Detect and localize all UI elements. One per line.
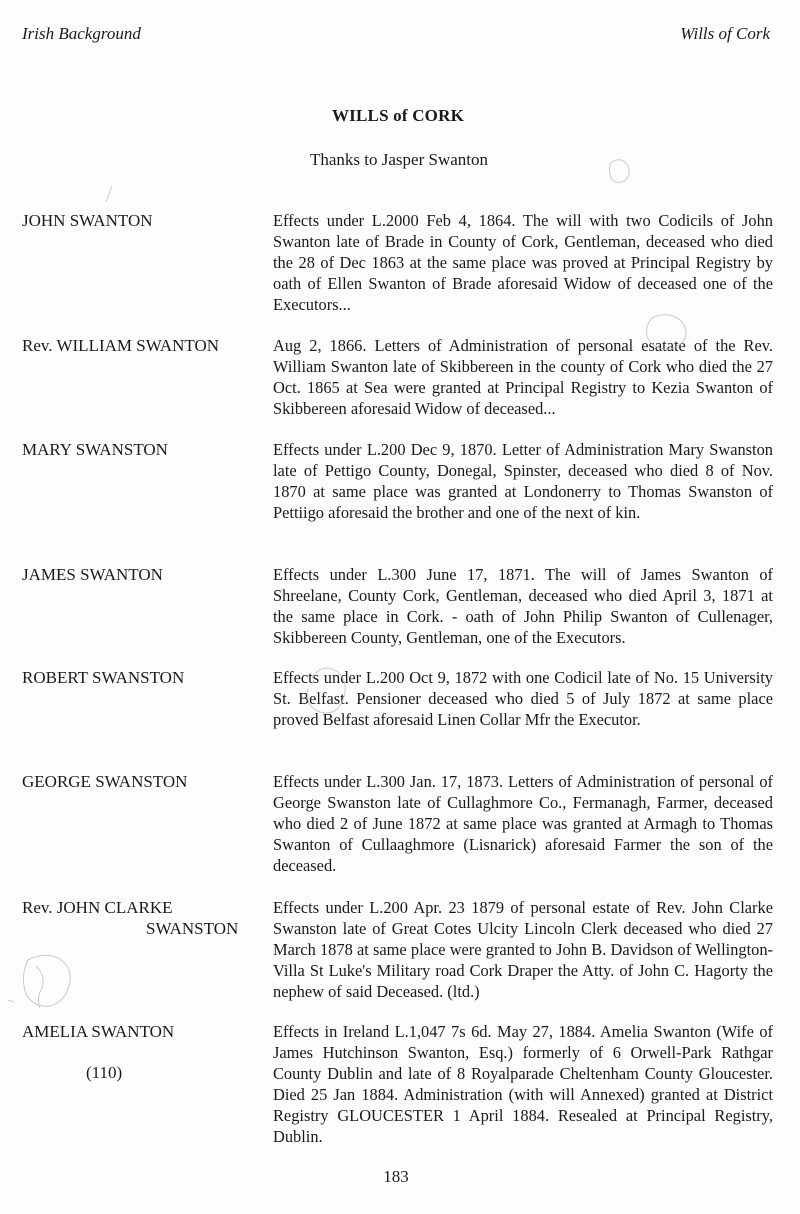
pencil-scribble-mark <box>36 966 43 1008</box>
entry-name <box>22 1021 262 1083</box>
entry-text: Effects under L.300 Jan. 17, 1873. Letters of Administration of personal of George Swanston late of Cullaghmore Co., Fermanagh, Farmer, deceased who died 2 of June 1872 at same place was granted at Armagh to Thomas Swanton of Cullaaghmore (Lisnarick) aforesaid Farmer the son of the deceased. <box>273 772 773 875</box>
pencil-scribble-mark <box>23 955 70 1006</box>
entry-name: GEORGE SWANSTON <box>22 772 188 791</box>
entry-name-line1: AMELIA SWANTON <box>22 1022 175 1041</box>
entry-text: Effects under L.2000 Feb 4, 1864. The will with two Codicils of John Swanton late of Brade in County of Cork, Gentleman, deceased who died the 28 of Dec 1863 at the same place was proved at Principal Registry by oath of Ellen Swanton of Brade aforesaid Widow of deceased one of the Executors... <box>273 211 773 314</box>
entry-name: Rev. WILLIAM SWANTON <box>22 336 220 355</box>
entry-name: JAMES SWANTON <box>22 565 163 584</box>
entry-text: Effects under L.300 June 17, 1871. The will of James Swanton of Shreelane, County Cork, Gentleman, deceased who died April 3, 1871 at the same place in Cork. - oath of John Philip Swanton of Cullenager, Skibbereen County, Gentleman, one of the Executors. <box>273 565 773 647</box>
pencil-stroke-mark <box>106 186 112 202</box>
entry-name: ROBERT SWANSTON <box>22 668 185 687</box>
entry-name: MARY SWANSTON <box>22 440 168 459</box>
entry-name: JOHN SWANTON <box>22 211 153 230</box>
running-head-left: Irish Background <box>22 24 141 43</box>
entry-reference-number: (110) <box>86 1063 123 1082</box>
entry-name-line2: SWANSTON <box>146 919 239 938</box>
entry-text: Effects under L.200 Apr. 23 1879 of personal estate of Rev. John Clarke Swanston late of Great Cotes Ulcity Lincoln Clerk deceased who died 27 March 1878 at same place were granted to John B. Davidson of Wellington-Villa St Luke's Military road Cork Draper the Atty. of John C. Hagorty the nephew of said Deceased. (ltd.) <box>273 898 773 1001</box>
entry-text: Aug 2, 1866. Letters of Administration of personal esatate of the Rev. William Swanton late of Skibbereen in the county of Cork who died the 27 Oct. 1865 at Sea were granted at Principal Registry to Kezia Swanton of Skibbereen aforesaid Widow of deceased... <box>273 336 773 418</box>
entry-name-line1: Rev. JOHN CLARKE <box>22 898 173 917</box>
page-subtitle: Thanks to Jasper Swanton <box>309 150 488 169</box>
pencil-stroke-mark <box>8 1000 14 1002</box>
entry-text: Effects under L.200 Dec 9, 1870. Letter of Administration Mary Swanston late of Pettigo County, Donegal, Spinster, deceased who died 8 of Nov. 1870 at same place was granted at Londonerry to Thomas Swanston of Pettiigo aforesaid the brother and one of the next of kin. <box>273 440 773 522</box>
entry-name <box>22 897 262 939</box>
entry-text: Effects in Ireland L.1,047 7s 6d. May 27, 1884. Amelia Swanton (Wife of James Hutchinson Swanton, Esq.) formerly of 6 Orwell-Park Rathgar County Dublin and late of 8 Royalparade Cheltenham County Gloucester. Died 25 Jan 1884. Administration (with will Annexed) granted at District Registry GLOUCESTER 1 April 1884. Resealed at Principal Registry, Dublin. <box>273 1022 773 1146</box>
entry-text: Effects under L.200 Oct 9, 1872 with one Codicil late of No. 15 University St. Belfast. Pensioner deceased who died 5 of July 1872 at same place proved Belfast aforesaid Linen Collar Mfr the Executor. <box>273 668 773 729</box>
page-number: 183 <box>383 1167 409 1186</box>
running-head-right: Wills of Cork <box>680 24 770 43</box>
page-title: WILLS of CORK <box>331 106 464 125</box>
